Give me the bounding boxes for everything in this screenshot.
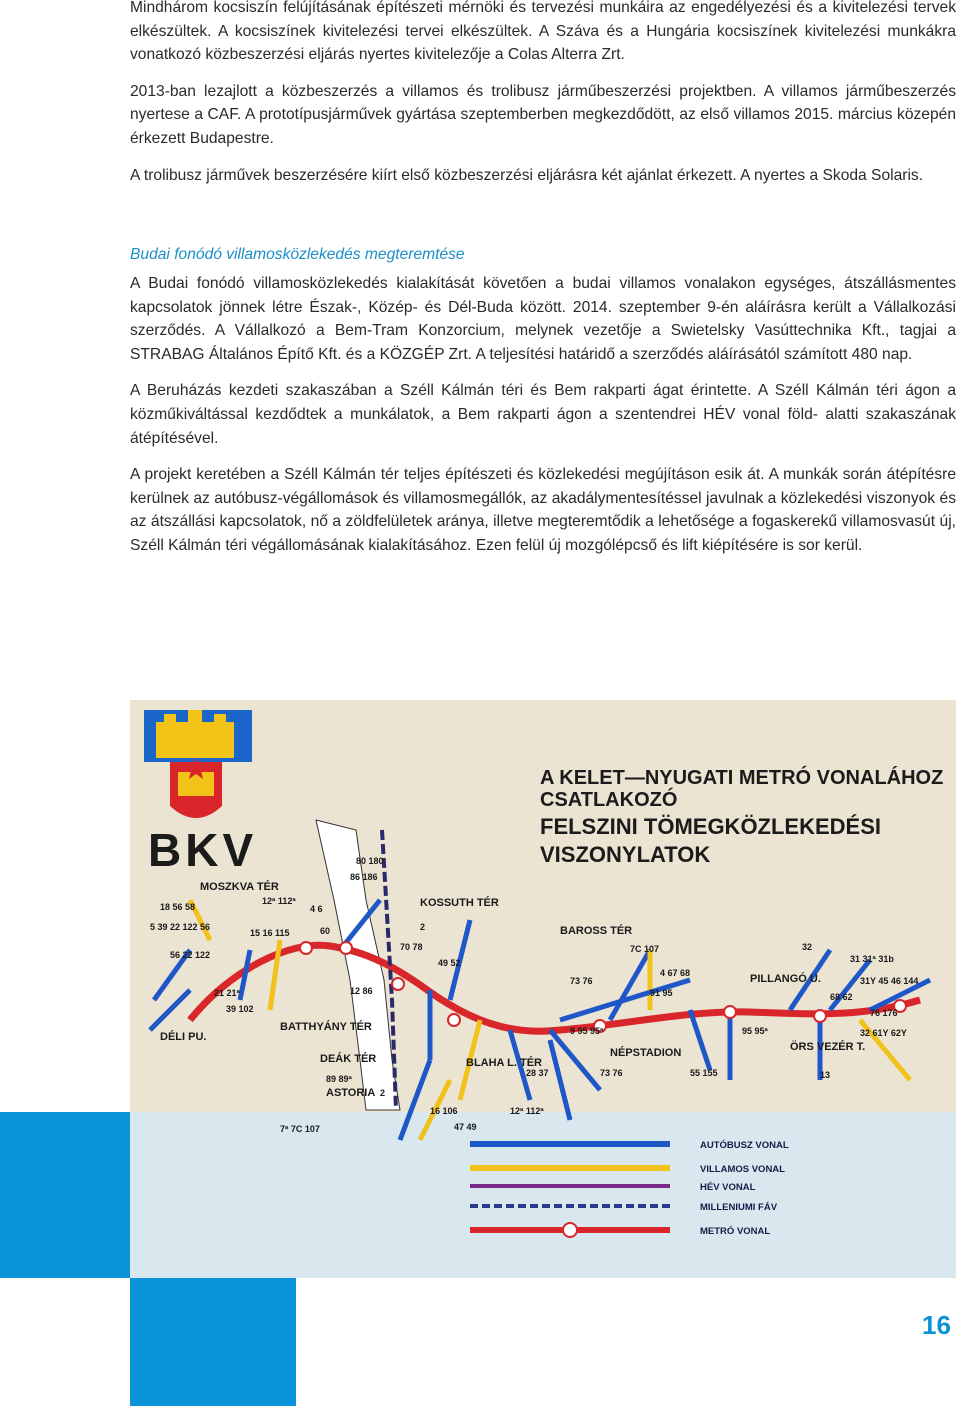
route-label: 12ª 112ª <box>510 1106 544 1116</box>
station-ors-vezer-ter: ÖRS VEZÉR T. <box>790 1041 866 1053</box>
route-label: 18 56 58 <box>160 902 196 912</box>
route-label: 73 76 <box>570 976 593 986</box>
route-label: 95 95ª <box>742 1026 768 1036</box>
route-label: 28 37 <box>526 1068 549 1078</box>
route-label: 32 61Y 62Y <box>860 1028 907 1038</box>
legend-villamos: VILLAMOS VONAL <box>700 1164 785 1175</box>
station-pillango-u: PILLANGÓ U. <box>750 973 821 985</box>
route-label: 70 78 <box>400 942 423 952</box>
legend-autobusz: AUTÓBUSZ VONAL <box>700 1140 789 1151</box>
route-label: 21 21ª <box>214 988 240 998</box>
paragraph-szell-kalman: A projekt keretében a Széll Kálmán tér teljes építészeti és közlekedési megújításon esik át. A munkák során átépítésre kerülnek az autóbusz-végállomások és villamosmegállók, az akadálymentesítéssel javulnak a közlekedési viszonyok és az átszállási kapcsolatok, nő a zöldfelületek aránya, illetve megteremtődik a lehetősége a fogaskerekű villamosvasút új, Széll Kálmán téri végállomásának kialakításához. Ezen felül új mozgólépcső és lift kiépítésére is sor kerül. <box>130 466 956 554</box>
route-label: 31 31ª 31b <box>850 954 894 964</box>
paragraph-kocsiszin: Mindhárom kocsiszín felújításának építészeti mérnöki és tervezési munkáira az engedélyezési és a kivitelezési tervek elkészültek. A kocsiszínek kivitelezési tervei elkészültek. A Száva és a Hungária kocsiszínek kivitelezési munkákra vonatkozó közbeszerzési eljárás nyertes kivitelezője a Colas Alterra Zrt. <box>130 0 956 64</box>
route-label: 12 86 <box>350 986 373 996</box>
route-label: 31Y 45 46 144 <box>860 976 919 986</box>
station-blaha-ter: BLAHA L. TÉR <box>466 1057 542 1069</box>
station-moszkva-ter: MOSZKVA TÉR <box>200 881 279 893</box>
paragraph-fonodo: A Budai fonódó villamosközlekedés kialakítását követően a budai villamos vonalakon egységes, átszállásmentes kapcsolatok jönnek létre Észak-, Közép- és Dél-Buda között. 2014. szeptember 9-én aláírásra került a Vállalkozási szerződés. A Vállalkozó a Bem-Tram Konzorcium, melynek vezetője a Swietelsky Vasúttechnika Kft., tagjai a STRABAG Általános Építő Kft. és a KÖZGÉP Zrt. A teljesítési határidő a szerződés aláírásától számított 480 nap. <box>130 275 956 363</box>
paragraph-kozbeszerzes: 2013-ban lezajlott a közbeszerzés a villamos és trolibusz járműbeszerzési projektben. A villamos járműbeszerzés nyertese a CAF. A prototípusjárművek gyártása szeptemberben megkezdődött, az első villamos 2015. március közepén érkezett Budapestre. <box>130 82 956 147</box>
route-label: 2 <box>420 922 426 932</box>
poster-title-line-3: FELSZINI TÖMEGKÖZLEKEDÉSI <box>540 814 882 839</box>
station-nepstadion: NÉPSTADION <box>610 1047 682 1059</box>
route-label: 89 89ª <box>326 1074 352 1084</box>
page-number: 16 <box>922 1310 951 1340</box>
route-label: 7C 107 <box>630 944 660 954</box>
poster-title-line-4: VISZONYLATOK <box>540 842 711 867</box>
section-text-block <box>130 272 956 571</box>
legend-hev: HÉV VONAL <box>700 1182 756 1193</box>
station-deak-ter: DEÁK TÉR <box>320 1053 377 1065</box>
route-label: 49 52 <box>438 958 461 968</box>
poster-title-line-1: A KELET—NYUGATI METRÓ VONALÁHOZ <box>540 767 944 789</box>
route-label: 15 16 115 <box>250 928 290 938</box>
route-label: 4 67 68 <box>660 968 691 978</box>
legend-milleniumi: MILLENIUMI FÁV <box>700 1202 778 1213</box>
top-text-block <box>130 0 956 200</box>
paragraph-beruhazas: A Beruházás kezdeti szakaszában a Széll Kálmán téri és Bem rakparti ágat érintette. A Széll Kálmán téri ágon a közműkiváltással kezdődtek a munkálatok, a Bem rakparti ágon a szentendrei HÉV vonal föld- alatti szakaszának átépítésével. <box>130 382 956 447</box>
route-label: 86 186 <box>350 872 378 882</box>
station-astoria: ASTORIA <box>326 1087 376 1099</box>
route-label: 7ª 7C 107 <box>280 1124 320 1134</box>
station-baross-ter: BAROSS TÉR <box>560 925 633 937</box>
bkv-map-poster <box>130 700 956 1278</box>
route-label: 73 76 <box>600 1068 623 1078</box>
station-deli-pu: DÉLI PU. <box>160 1031 207 1043</box>
route-label: 5 39 22 122 56 <box>150 922 211 932</box>
route-label: 2 <box>380 1088 386 1098</box>
route-label: 68 62 <box>830 992 853 1002</box>
route-label: 16 106 <box>430 1106 458 1116</box>
legend-metro: METRÓ VONAL <box>700 1226 771 1237</box>
route-label: 55 155 <box>690 1068 718 1078</box>
station-batthyany-ter: BATTHYÁNY TÉR <box>280 1021 372 1033</box>
route-label: 91 95 <box>650 988 673 998</box>
route-label: 13 <box>820 1070 831 1080</box>
route-label: 32 <box>802 942 813 952</box>
route-label: 39 102 <box>226 1004 254 1014</box>
route-label: 56 22 122 <box>170 950 211 960</box>
route-label: 60 <box>320 926 331 936</box>
station-kossuth-ter: KOSSUTH TÉR <box>420 897 499 909</box>
route-label: 9 95 95ª <box>570 1026 604 1036</box>
route-label: 80 180 <box>356 856 384 866</box>
route-label: 47 49 <box>454 1122 477 1132</box>
poster-title-line-2: CSATLAKOZÓ <box>540 789 678 811</box>
section-title: Budai fonódó villamosközlekedés megteremtése <box>130 246 465 263</box>
bkv-map-svg <box>130 700 956 1278</box>
route-label: 12ª 112ª <box>262 896 296 906</box>
bkv-logo: BKV <box>148 824 258 876</box>
paragraph-trolibusz: A trolibusz járművek beszerzésére kiírt első közbeszerzési eljárásra két ajánlat érkezett. A nyertes a Skoda Solaris. <box>130 166 924 184</box>
route-label: 76 176 <box>870 1008 898 1018</box>
route-label: 4 6 <box>310 904 323 914</box>
